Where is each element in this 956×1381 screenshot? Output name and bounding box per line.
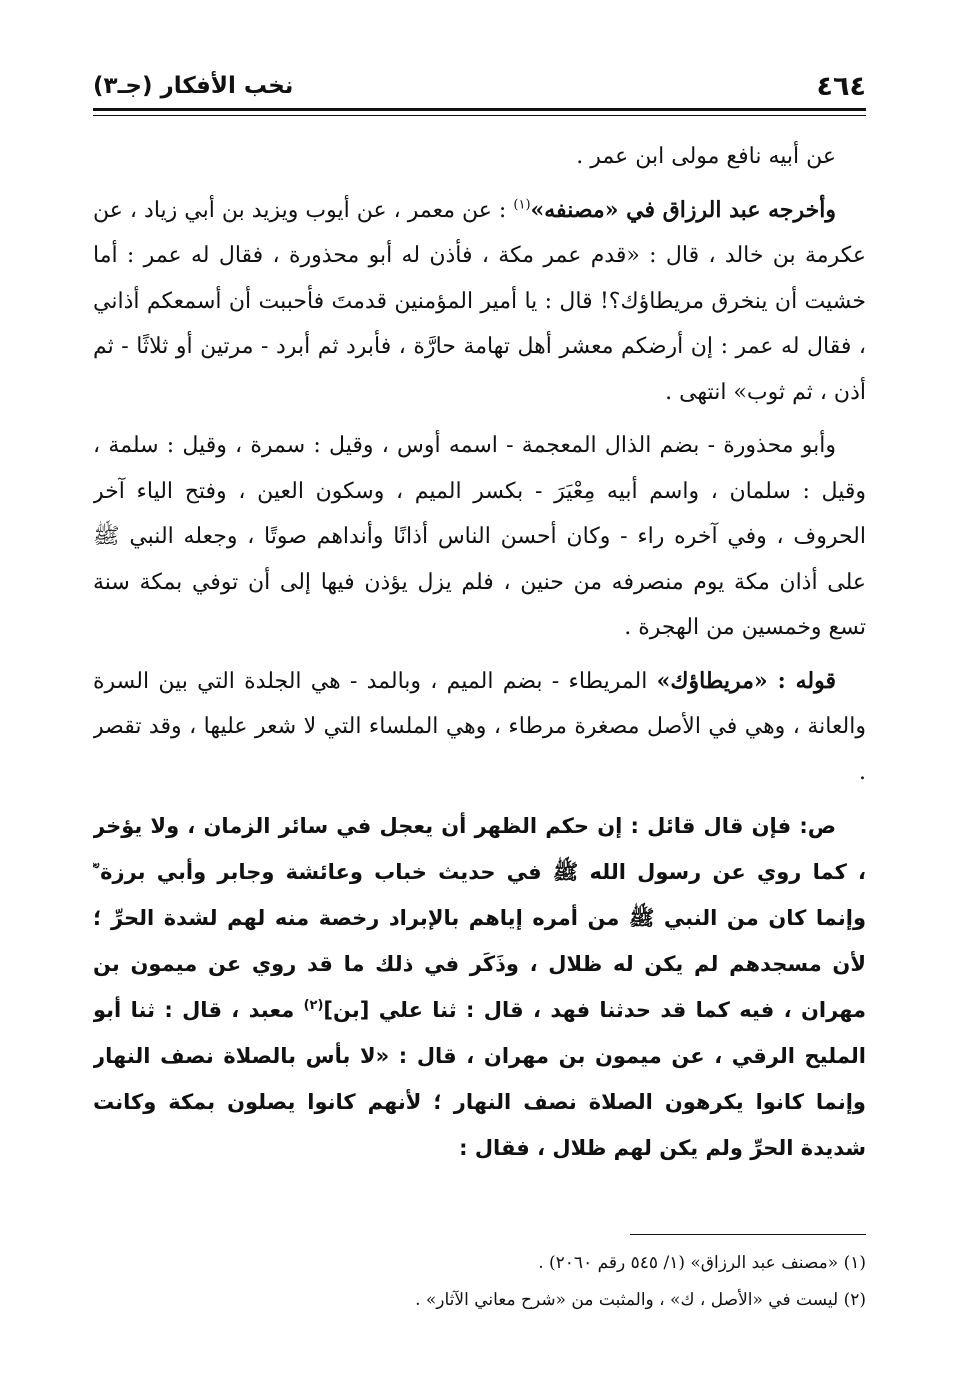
footnote-1: (١) «مصنف عبد الرزاق» (١/ ٥٤٥ رقم ٢٠٦٠) . <box>538 1253 866 1273</box>
footnote-separator <box>630 1234 866 1235</box>
paragraph-text: : عن معمر ، عن أيوب ويزيد بن أبي زياد ، عن عكرمة بن خالد ، قال : «قدم عمر مكة ، فأذن له أبو محذورة ، فقال له عمر : أما خشيت أن ينخرق مريطاؤك؟! قال : يا أمير المؤمنين قدمتَ فأحببت أن أسمعكم أذاني ، فقال له عمر : إن أرضكم معشر أهل تهامة حارَّة ، فأبرد ثم أبرد - مرتين أو ثلاثًا - ثم أذن ، ثم ثوب» انتهى . <box>93 197 866 405</box>
page-header <box>93 66 866 106</box>
running-title: نخب الأفكار (جـ٣) <box>93 73 294 99</box>
paragraph-4 <box>93 659 866 796</box>
footnote-ref-2[interactable]: (٢) <box>303 998 324 1013</box>
body-text <box>93 134 866 1219</box>
paragraph-5 <box>93 803 866 1171</box>
paragraph-text: المريطاء - بضم الميم ، وبالمد - هي الجلدة التي بين السرة والعانة ، وهي في الأصل مصغرة مرطاء ، وهي الملساء التي لا شعر عليها ، وقد تقصر . <box>93 668 866 785</box>
paragraph-text-after-ref: معبد ، قال : ثنا أبو المليح الرقي ، عن ميمون بن مهران ، قال : «لا بأس بالصلاة نصف النهار وإنما كانوا يكرهون الصلاة نصف النهار ؛ لأنهم كانوا يصلون بمكة وكانت شديدة الحرِّ ولم يكن لهم ظلال ، فقال : <box>93 998 866 1160</box>
paragraph-text: عن أبيه نافع مولى ابن عمر . <box>576 144 836 169</box>
header-rule-thin <box>93 115 866 116</box>
footnote-ref-1[interactable]: (١) <box>513 197 531 213</box>
header-rule-thick <box>93 108 866 111</box>
paragraph-1 <box>93 134 866 180</box>
page-number: ٤٦٤ <box>816 70 866 102</box>
footnote-2: (٢) ليست في «الأصل ، ك» ، والمثبت من «شرح معاني الآثار» . <box>415 1290 866 1310</box>
paragraph-lead: وأخرجه عبد الرزاق في «مصنفه» <box>530 196 837 223</box>
paragraph-3 <box>93 423 866 651</box>
paragraph-text-before-ref: ص: فإن قال قائل : إن حكم الظهر أن يعجل في سائر الزمان ، ولا يؤخر ، كما روي عن رسول الله ﷺ في حديث خباب وعائشة وجابر وأبي برزة ؓ وإنما كان من النبي ﷺ من أمره إياهم بالإبراد رخصة منه لهم لشدة الحرِّ ؛ لأن مسجدهم لم يكن له ظلال ، وذَكَر في ذلك ما قد روي عن ميمون بن مهران ، فيه كما قد حدثنا فهد ، قال : ثنا علي [بن] <box>93 814 866 1022</box>
footnotes <box>93 1245 866 1319</box>
paragraph-lead: قوله : «مريطاؤك» <box>656 667 837 694</box>
paragraph-2 <box>93 188 866 416</box>
paragraph-text: وأبو محذورة - بضم الذال المعجمة - اسمه أوس ، وقيل : سمرة ، وقيل : سلمة ، وقيل : سلمان ، واسم أبيه مِعْيَرَ - بكسر الميم ، وسكون العين ، وفتح الياء آخر الحروف ، وفي آخره راء - وكان أحسن الناس أذانًا وأنداهم صوتًا ، وجعله النبي ﷺ على أذان مكة يوم منصرفه من حنين ، فلم يزل يؤذن فيها إلى أن توفي بمكة سنة تسع وخمسين من الهجرة . <box>93 433 866 640</box>
